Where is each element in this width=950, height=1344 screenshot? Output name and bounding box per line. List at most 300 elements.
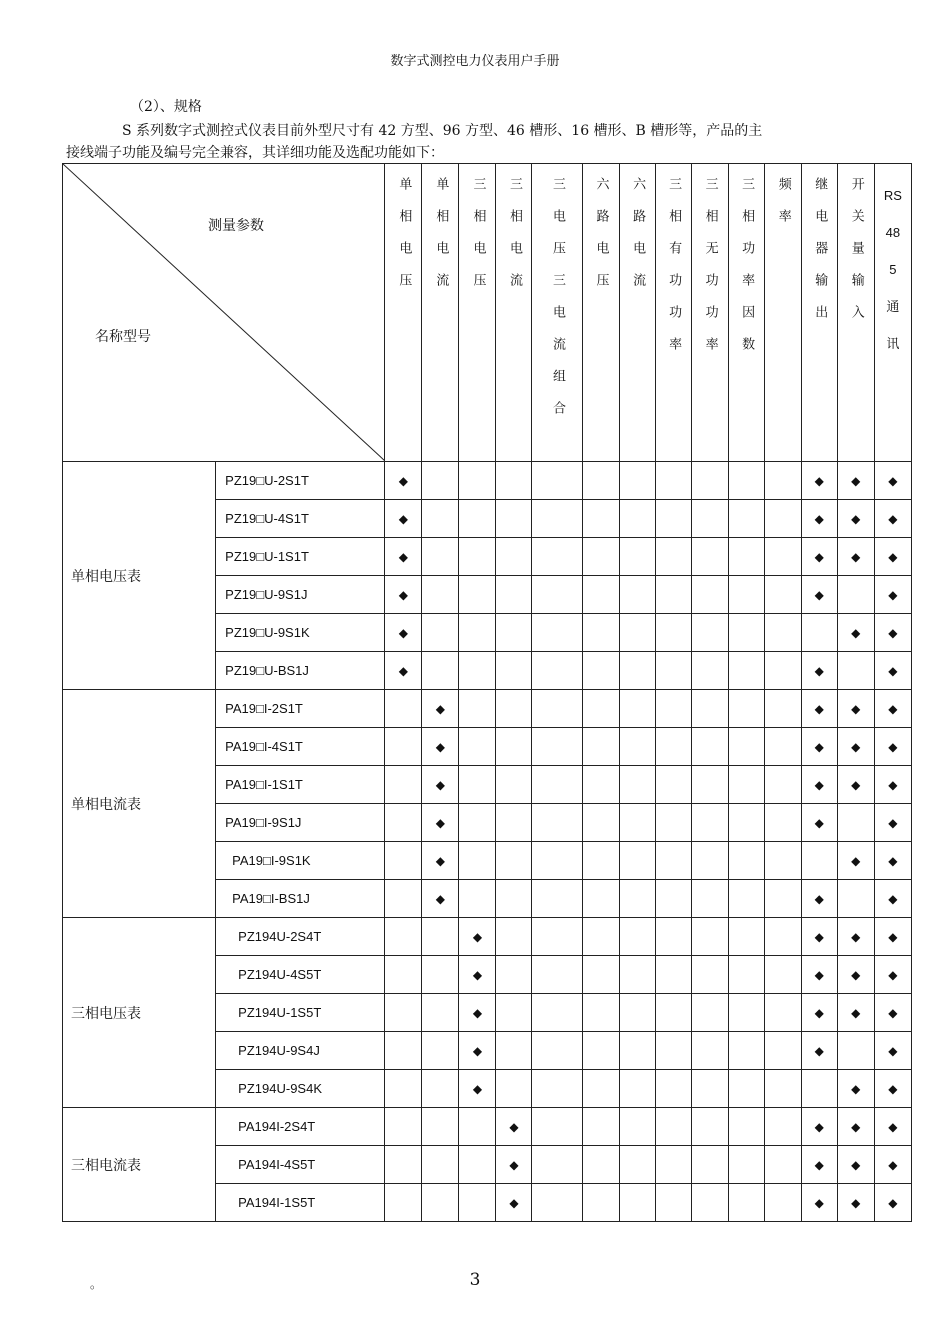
empty-cell [691,880,728,918]
diamond-mark: ◆ [459,994,496,1032]
empty-cell [496,538,532,576]
corner-label-params: 测量参数 [208,218,264,234]
empty-cell [619,500,655,538]
empty-cell [655,1108,691,1146]
empty-cell [764,500,801,538]
empty-cell [532,804,582,842]
empty-cell [532,994,582,1032]
empty-cell [764,690,801,728]
empty-cell [691,766,728,804]
diamond-mark: ◆ [874,956,911,994]
diamond-mark: ◆ [801,804,837,842]
empty-cell [422,918,459,956]
empty-cell [496,842,532,880]
empty-cell [582,576,619,614]
diamond-mark: ◆ [837,842,874,880]
column-header-label: 三相电压 [470,177,486,305]
diamond-mark: ◆ [459,1070,496,1108]
empty-cell [764,576,801,614]
empty-cell [582,1108,619,1146]
empty-cell [582,804,619,842]
empty-cell [728,652,764,690]
diamond-mark: ◆ [801,690,837,728]
diamond-mark: ◆ [874,728,911,766]
diamond-mark: ◆ [874,1070,911,1108]
empty-cell [496,728,532,766]
empty-cell [655,804,691,842]
diamond-mark: ◆ [837,956,874,994]
empty-cell [459,880,496,918]
diamond-mark: ◆ [874,804,911,842]
empty-cell [532,1184,582,1222]
empty-cell [655,1070,691,1108]
empty-cell [385,994,422,1032]
page-header: 数字式测控电力仪表用户手册 [390,54,560,69]
empty-cell [764,652,801,690]
diamond-mark: ◆ [801,538,837,576]
model-cell: PA19□I-2S1T [216,690,385,728]
empty-cell [385,804,422,842]
empty-cell [619,1070,655,1108]
diamond-mark: ◆ [837,538,874,576]
empty-cell [582,462,619,500]
diamond-mark: ◆ [422,842,459,880]
empty-cell [655,500,691,538]
model-cell: PZ19□U-4S1T [216,500,385,538]
model-cell: PA19□I-4S1T [216,728,385,766]
empty-cell [582,842,619,880]
empty-cell [728,576,764,614]
diamond-mark: ◆ [422,728,459,766]
empty-cell [619,880,655,918]
model-cell: PZ19□U-9S1K [216,614,385,652]
empty-cell [459,804,496,842]
empty-cell [422,462,459,500]
corner-diagonal [63,164,385,461]
empty-cell [496,500,532,538]
diamond-mark: ◆ [837,728,874,766]
diamond-mark: ◆ [874,538,911,576]
diamond-mark: ◆ [837,1184,874,1222]
empty-cell [619,576,655,614]
column-header [728,164,764,462]
empty-cell [582,538,619,576]
empty-cell [728,918,764,956]
empty-cell [532,880,582,918]
diamond-mark: ◆ [459,1032,496,1070]
empty-cell [532,728,582,766]
empty-cell [619,918,655,956]
column-header-label: 开关量输入 [848,177,864,337]
empty-cell [728,690,764,728]
empty-cell [496,766,532,804]
empty-cell [496,880,532,918]
diamond-mark: ◆ [874,614,911,652]
empty-cell [619,614,655,652]
empty-cell [582,1032,619,1070]
empty-cell [385,842,422,880]
intro-paragraph [66,120,896,164]
diamond-mark: ◆ [874,842,911,880]
empty-cell [422,956,459,994]
empty-cell [496,690,532,728]
diamond-mark: ◆ [422,690,459,728]
model-cell: PA194I-4S5T [216,1146,385,1184]
empty-cell [764,462,801,500]
column-header [691,164,728,462]
empty-cell [691,804,728,842]
diamond-mark: ◆ [874,994,911,1032]
empty-cell [385,880,422,918]
diamond-mark: ◆ [496,1108,532,1146]
empty-cell [532,576,582,614]
empty-cell [459,1184,496,1222]
diamond-mark: ◆ [801,1146,837,1184]
empty-cell [459,842,496,880]
empty-cell [764,842,801,880]
empty-cell [728,538,764,576]
empty-cell [691,462,728,500]
empty-cell [582,690,619,728]
empty-cell [459,652,496,690]
empty-cell [655,766,691,804]
empty-cell [496,956,532,994]
empty-cell [582,1146,619,1184]
diamond-mark: ◆ [837,994,874,1032]
model-cell: PZ194U-2S4T [216,918,385,956]
page-number: 3 [469,1270,481,1290]
empty-cell [655,576,691,614]
column-header-label: 频率 [775,177,791,241]
model-cell: PZ19□U-2S1T [216,462,385,500]
model-cell: PZ194U-9S4K [216,1070,385,1108]
empty-cell [619,766,655,804]
diamond-mark: ◆ [874,1184,911,1222]
empty-cell [385,1108,422,1146]
empty-cell [619,956,655,994]
empty-cell [532,690,582,728]
empty-cell [764,1032,801,1070]
model-cell: PA19□I-9S1J [216,804,385,842]
empty-cell [496,614,532,652]
empty-cell [459,690,496,728]
empty-cell [655,1146,691,1184]
empty-cell [422,1146,459,1184]
empty-cell [619,842,655,880]
empty-cell [619,994,655,1032]
empty-cell [582,728,619,766]
empty-cell [837,804,874,842]
model-cell: PA194I-2S4T [216,1108,385,1146]
intro-line-2: 接线端子功能及编号完全兼容，其详细功能及选配功能如下： [66,145,444,161]
empty-cell [459,462,496,500]
empty-cell [728,956,764,994]
group-name: 三相电流表 [63,1108,216,1222]
empty-cell [582,766,619,804]
empty-cell [422,1032,459,1070]
empty-cell [619,1184,655,1222]
diamond-mark: ◆ [385,538,422,576]
diamond-mark: ◆ [459,956,496,994]
empty-cell [764,1108,801,1146]
empty-cell [728,614,764,652]
table-header-row [63,164,912,462]
empty-cell [728,842,764,880]
empty-cell [655,690,691,728]
diamond-mark: ◆ [801,918,837,956]
empty-cell [582,994,619,1032]
empty-cell [496,994,532,1032]
empty-cell [385,1184,422,1222]
column-header-label: 三相无功功率 [702,177,718,369]
diamond-mark: ◆ [422,804,459,842]
empty-cell [459,576,496,614]
diamond-mark: ◆ [801,1184,837,1222]
column-header [385,164,422,462]
empty-cell [582,918,619,956]
empty-cell [422,1070,459,1108]
empty-cell [691,1146,728,1184]
diamond-mark: ◆ [385,652,422,690]
empty-cell [728,1146,764,1184]
model-cell: PA194I-1S5T [216,1184,385,1222]
empty-cell [422,1108,459,1146]
empty-cell [655,918,691,956]
column-header [582,164,619,462]
column-header [619,164,655,462]
empty-cell [801,1070,837,1108]
empty-cell [691,956,728,994]
empty-cell [728,1032,764,1070]
empty-cell [532,500,582,538]
column-header-label: 继电器输出 [812,177,828,337]
empty-cell [422,994,459,1032]
empty-cell [422,500,459,538]
empty-cell [691,1032,728,1070]
empty-cell [691,1070,728,1108]
diamond-mark: ◆ [801,994,837,1032]
diamond-mark: ◆ [422,766,459,804]
diamond-mark: ◆ [874,576,911,614]
empty-cell [691,728,728,766]
empty-cell [459,766,496,804]
column-header [837,164,874,462]
empty-cell [422,1184,459,1222]
corner-label-model: 名称型号 [95,329,151,345]
empty-cell [619,690,655,728]
empty-cell [422,538,459,576]
empty-cell [691,1108,728,1146]
empty-cell [764,994,801,1032]
model-cell: PA19□I-1S1T [216,766,385,804]
empty-cell [582,880,619,918]
empty-cell [496,1070,532,1108]
diamond-mark: ◆ [837,500,874,538]
empty-cell [582,500,619,538]
empty-cell [655,1032,691,1070]
empty-cell [532,1032,582,1070]
empty-cell [655,614,691,652]
empty-cell [764,1184,801,1222]
empty-cell [691,652,728,690]
empty-cell [619,804,655,842]
empty-cell [764,538,801,576]
empty-cell [691,918,728,956]
spec-table [62,163,912,1222]
empty-cell [691,614,728,652]
empty-cell [619,462,655,500]
diamond-mark: ◆ [801,652,837,690]
empty-cell [691,538,728,576]
empty-cell [837,880,874,918]
diamond-mark: ◆ [801,576,837,614]
empty-cell [728,1108,764,1146]
diamond-mark: ◆ [837,462,874,500]
intro-line-1: S 系列数字式测控式仪表目前外型尺寸有 42 方型、96 方型、46 槽形、16 槽形、B 槽形等，产品的主 [122,123,763,139]
table-row [63,690,912,728]
model-cell: PZ194U-9S4J [216,1032,385,1070]
empty-cell [385,1032,422,1070]
empty-cell [764,804,801,842]
empty-cell [619,652,655,690]
empty-cell [655,880,691,918]
empty-cell [728,728,764,766]
empty-cell [459,1108,496,1146]
empty-cell [619,538,655,576]
table-row [63,462,912,500]
empty-cell [496,804,532,842]
diamond-mark: ◆ [385,500,422,538]
empty-cell [496,462,532,500]
empty-cell [385,956,422,994]
empty-cell [385,728,422,766]
column-header-label: 单相电压 [396,177,412,305]
empty-cell [532,1108,582,1146]
column-header-label: 三相电流 [506,177,522,305]
empty-cell [582,652,619,690]
empty-cell [459,500,496,538]
model-cell: PZ194U-1S5T [216,994,385,1032]
empty-cell [691,690,728,728]
empty-cell [582,1184,619,1222]
empty-cell [582,956,619,994]
diamond-mark: ◆ [874,766,911,804]
empty-cell [728,1184,764,1222]
model-cell: PZ194U-4S5T [216,956,385,994]
group-name: 单相电压表 [63,462,216,690]
empty-cell [422,652,459,690]
empty-cell [837,652,874,690]
empty-cell [532,538,582,576]
column-header-label: 三相功率因数 [739,177,755,369]
empty-cell [728,880,764,918]
empty-cell [496,652,532,690]
column-header-label: 六路电流 [630,177,646,305]
empty-cell [691,842,728,880]
empty-cell [619,1146,655,1184]
empty-cell [532,842,582,880]
empty-cell [801,614,837,652]
empty-cell [385,918,422,956]
model-cell: PZ19□U-BS1J [216,652,385,690]
diamond-mark: ◆ [837,918,874,956]
diamond-mark: ◆ [837,690,874,728]
empty-cell [764,614,801,652]
empty-cell [385,766,422,804]
empty-cell [655,462,691,500]
diamond-mark: ◆ [385,462,422,500]
empty-cell [691,994,728,1032]
empty-cell [728,766,764,804]
empty-cell [728,804,764,842]
table-corner-cell [63,164,385,462]
empty-cell [619,1108,655,1146]
empty-cell [764,1070,801,1108]
table-row [63,918,912,956]
column-header [532,164,582,462]
empty-cell [582,1070,619,1108]
empty-cell [459,728,496,766]
empty-cell [459,538,496,576]
empty-cell [385,690,422,728]
empty-cell [655,538,691,576]
empty-cell [619,1032,655,1070]
model-cell: PA19□I-9S1K [216,842,385,880]
diamond-mark: ◆ [874,1032,911,1070]
empty-cell [728,500,764,538]
empty-cell [728,1070,764,1108]
empty-cell [582,614,619,652]
empty-cell [655,842,691,880]
column-header-label: 三电压三电流组合 [550,177,565,433]
empty-cell [655,1184,691,1222]
empty-cell [532,462,582,500]
column-header [459,164,496,462]
empty-cell [764,956,801,994]
empty-cell [385,1070,422,1108]
diamond-mark: ◆ [874,1146,911,1184]
empty-cell [532,918,582,956]
column-header-label: 三相有功功率 [666,177,682,369]
empty-cell [532,652,582,690]
group-name: 单相电流表 [63,690,216,918]
empty-cell [496,1032,532,1070]
diamond-mark: ◆ [801,462,837,500]
empty-cell [728,462,764,500]
empty-cell [764,918,801,956]
diamond-mark: ◆ [385,576,422,614]
diamond-mark: ◆ [837,1146,874,1184]
diamond-mark: ◆ [801,728,837,766]
empty-cell [837,576,874,614]
empty-cell [532,1070,582,1108]
diamond-mark: ◆ [496,1184,532,1222]
column-header [496,164,532,462]
diamond-mark: ◆ [801,766,837,804]
empty-cell [532,956,582,994]
column-header [764,164,801,462]
empty-cell [655,956,691,994]
diamond-mark: ◆ [874,500,911,538]
column-header [655,164,691,462]
table-row [63,1108,912,1146]
column-header [874,164,911,462]
empty-cell [619,728,655,766]
group-name: 三相电压表 [63,918,216,1108]
empty-cell [691,500,728,538]
empty-cell [385,1146,422,1184]
empty-cell [764,728,801,766]
